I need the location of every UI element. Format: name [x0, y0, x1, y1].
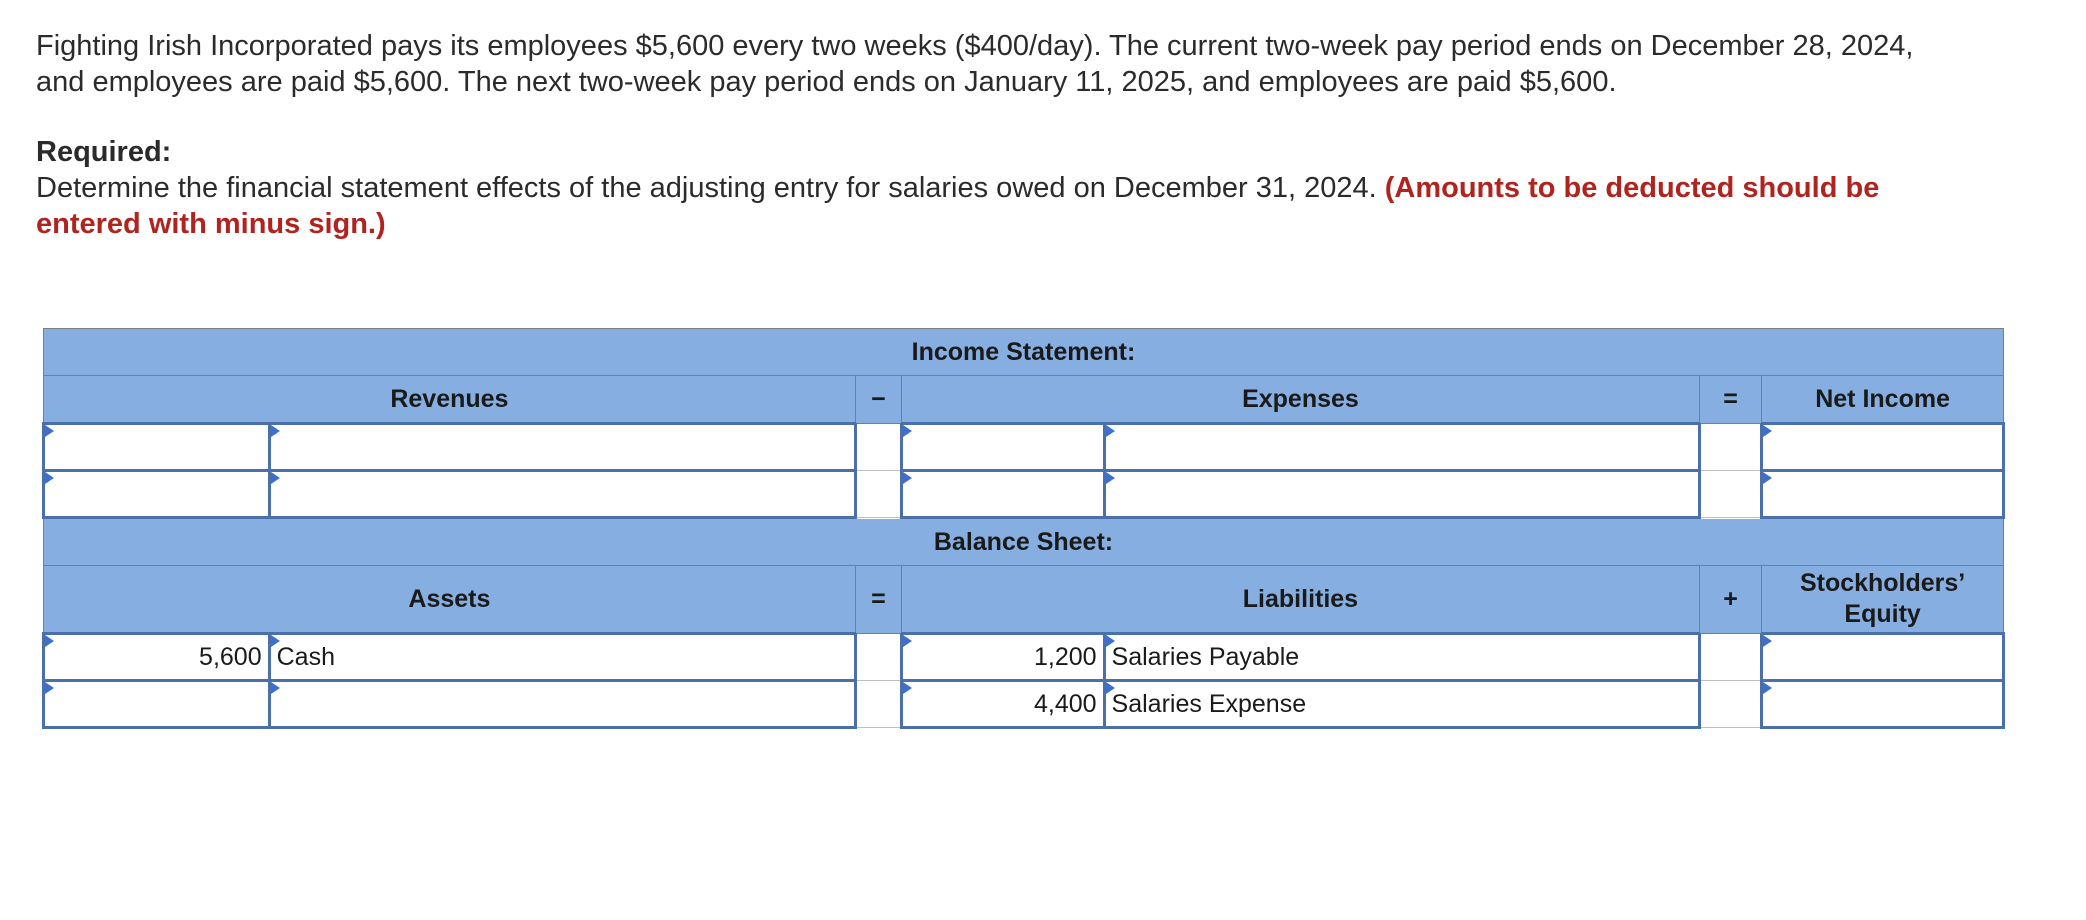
blank-cell [855, 681, 901, 728]
expense-amount-input[interactable] [902, 424, 1104, 471]
liability-amount-input[interactable]: 4,400 [902, 681, 1104, 728]
question-paragraph: Fighting Irish Incorporated pays its employees $5,600 every two weeks ($400/day). The current two-week pay period ends on December 28, 2024, and employees are paid $5,600. The next two-week pay period ends on January 11, 2025, and employees are paid $5,600. [36, 30, 1914, 98]
revenue-amount-input[interactable] [44, 471, 270, 518]
equals-symbol: = [1699, 376, 1761, 424]
equity-label-line-2: Equity [1844, 600, 1921, 628]
blank-cell [1699, 634, 1761, 681]
expenses-header: Expenses [902, 376, 1700, 424]
equals-symbol: = [855, 566, 901, 634]
blank-cell [855, 424, 901, 471]
revenue-amount-input[interactable] [44, 424, 270, 471]
asset-amount-input[interactable]: 5,600 [44, 634, 270, 681]
balance-row-2 [44, 681, 2004, 728]
required-text: Determine the financial statement effects of the adjusting entry for salaries owed on December 31, 2024. [36, 172, 1377, 204]
net-income-input[interactable] [1762, 424, 2004, 471]
blank-cell [855, 634, 901, 681]
blank-cell [1699, 681, 1761, 728]
net-income-input[interactable] [1762, 471, 2004, 518]
revenue-account-dropdown[interactable] [269, 471, 855, 518]
liabilities-header: Liabilities [902, 566, 1700, 634]
income-row-1 [44, 424, 2004, 471]
liability-account-dropdown[interactable]: Salaries Payable [1104, 634, 1699, 681]
blank-cell [1699, 424, 1761, 471]
equity-input[interactable] [1762, 681, 2004, 728]
asset-account-dropdown[interactable] [269, 681, 855, 728]
income-row-2 [44, 471, 2004, 518]
net-income-header: Net Income [1762, 376, 2004, 424]
asset-amount-input[interactable] [44, 681, 270, 728]
expense-amount-input[interactable] [902, 471, 1104, 518]
asset-account-dropdown[interactable]: Cash [269, 634, 855, 681]
revenue-account-dropdown[interactable] [269, 424, 855, 471]
financial-statement-effects-table [42, 328, 2005, 729]
stockholders-equity-header [1762, 566, 2004, 634]
required-block [36, 134, 1956, 242]
required-title: Required: [36, 136, 172, 168]
assets-header: Assets [44, 566, 856, 634]
balance-row-1 [44, 634, 2004, 681]
income-statement-title: Income Statement: [44, 329, 2004, 376]
expense-account-dropdown[interactable] [1104, 424, 1699, 471]
equity-input[interactable] [1762, 634, 2004, 681]
minus-symbol: − [855, 376, 901, 424]
balance-sheet-title: Balance Sheet: [44, 518, 2004, 566]
liability-account-dropdown[interactable]: Salaries Expense [1104, 681, 1699, 728]
blank-cell [1699, 471, 1761, 518]
equity-label-line-1: Stockholders’ [1799, 569, 1966, 597]
question-text [36, 28, 1956, 242]
revenues-header: Revenues [44, 376, 856, 424]
minus-sign-note: (Amounts to be deducted should be entered with minus sign.) [36, 172, 1880, 240]
expense-account-dropdown[interactable] [1104, 471, 1699, 518]
blank-cell [855, 471, 901, 518]
liability-amount-input[interactable]: 1,200 [902, 634, 1104, 681]
plus-symbol: + [1699, 566, 1761, 634]
